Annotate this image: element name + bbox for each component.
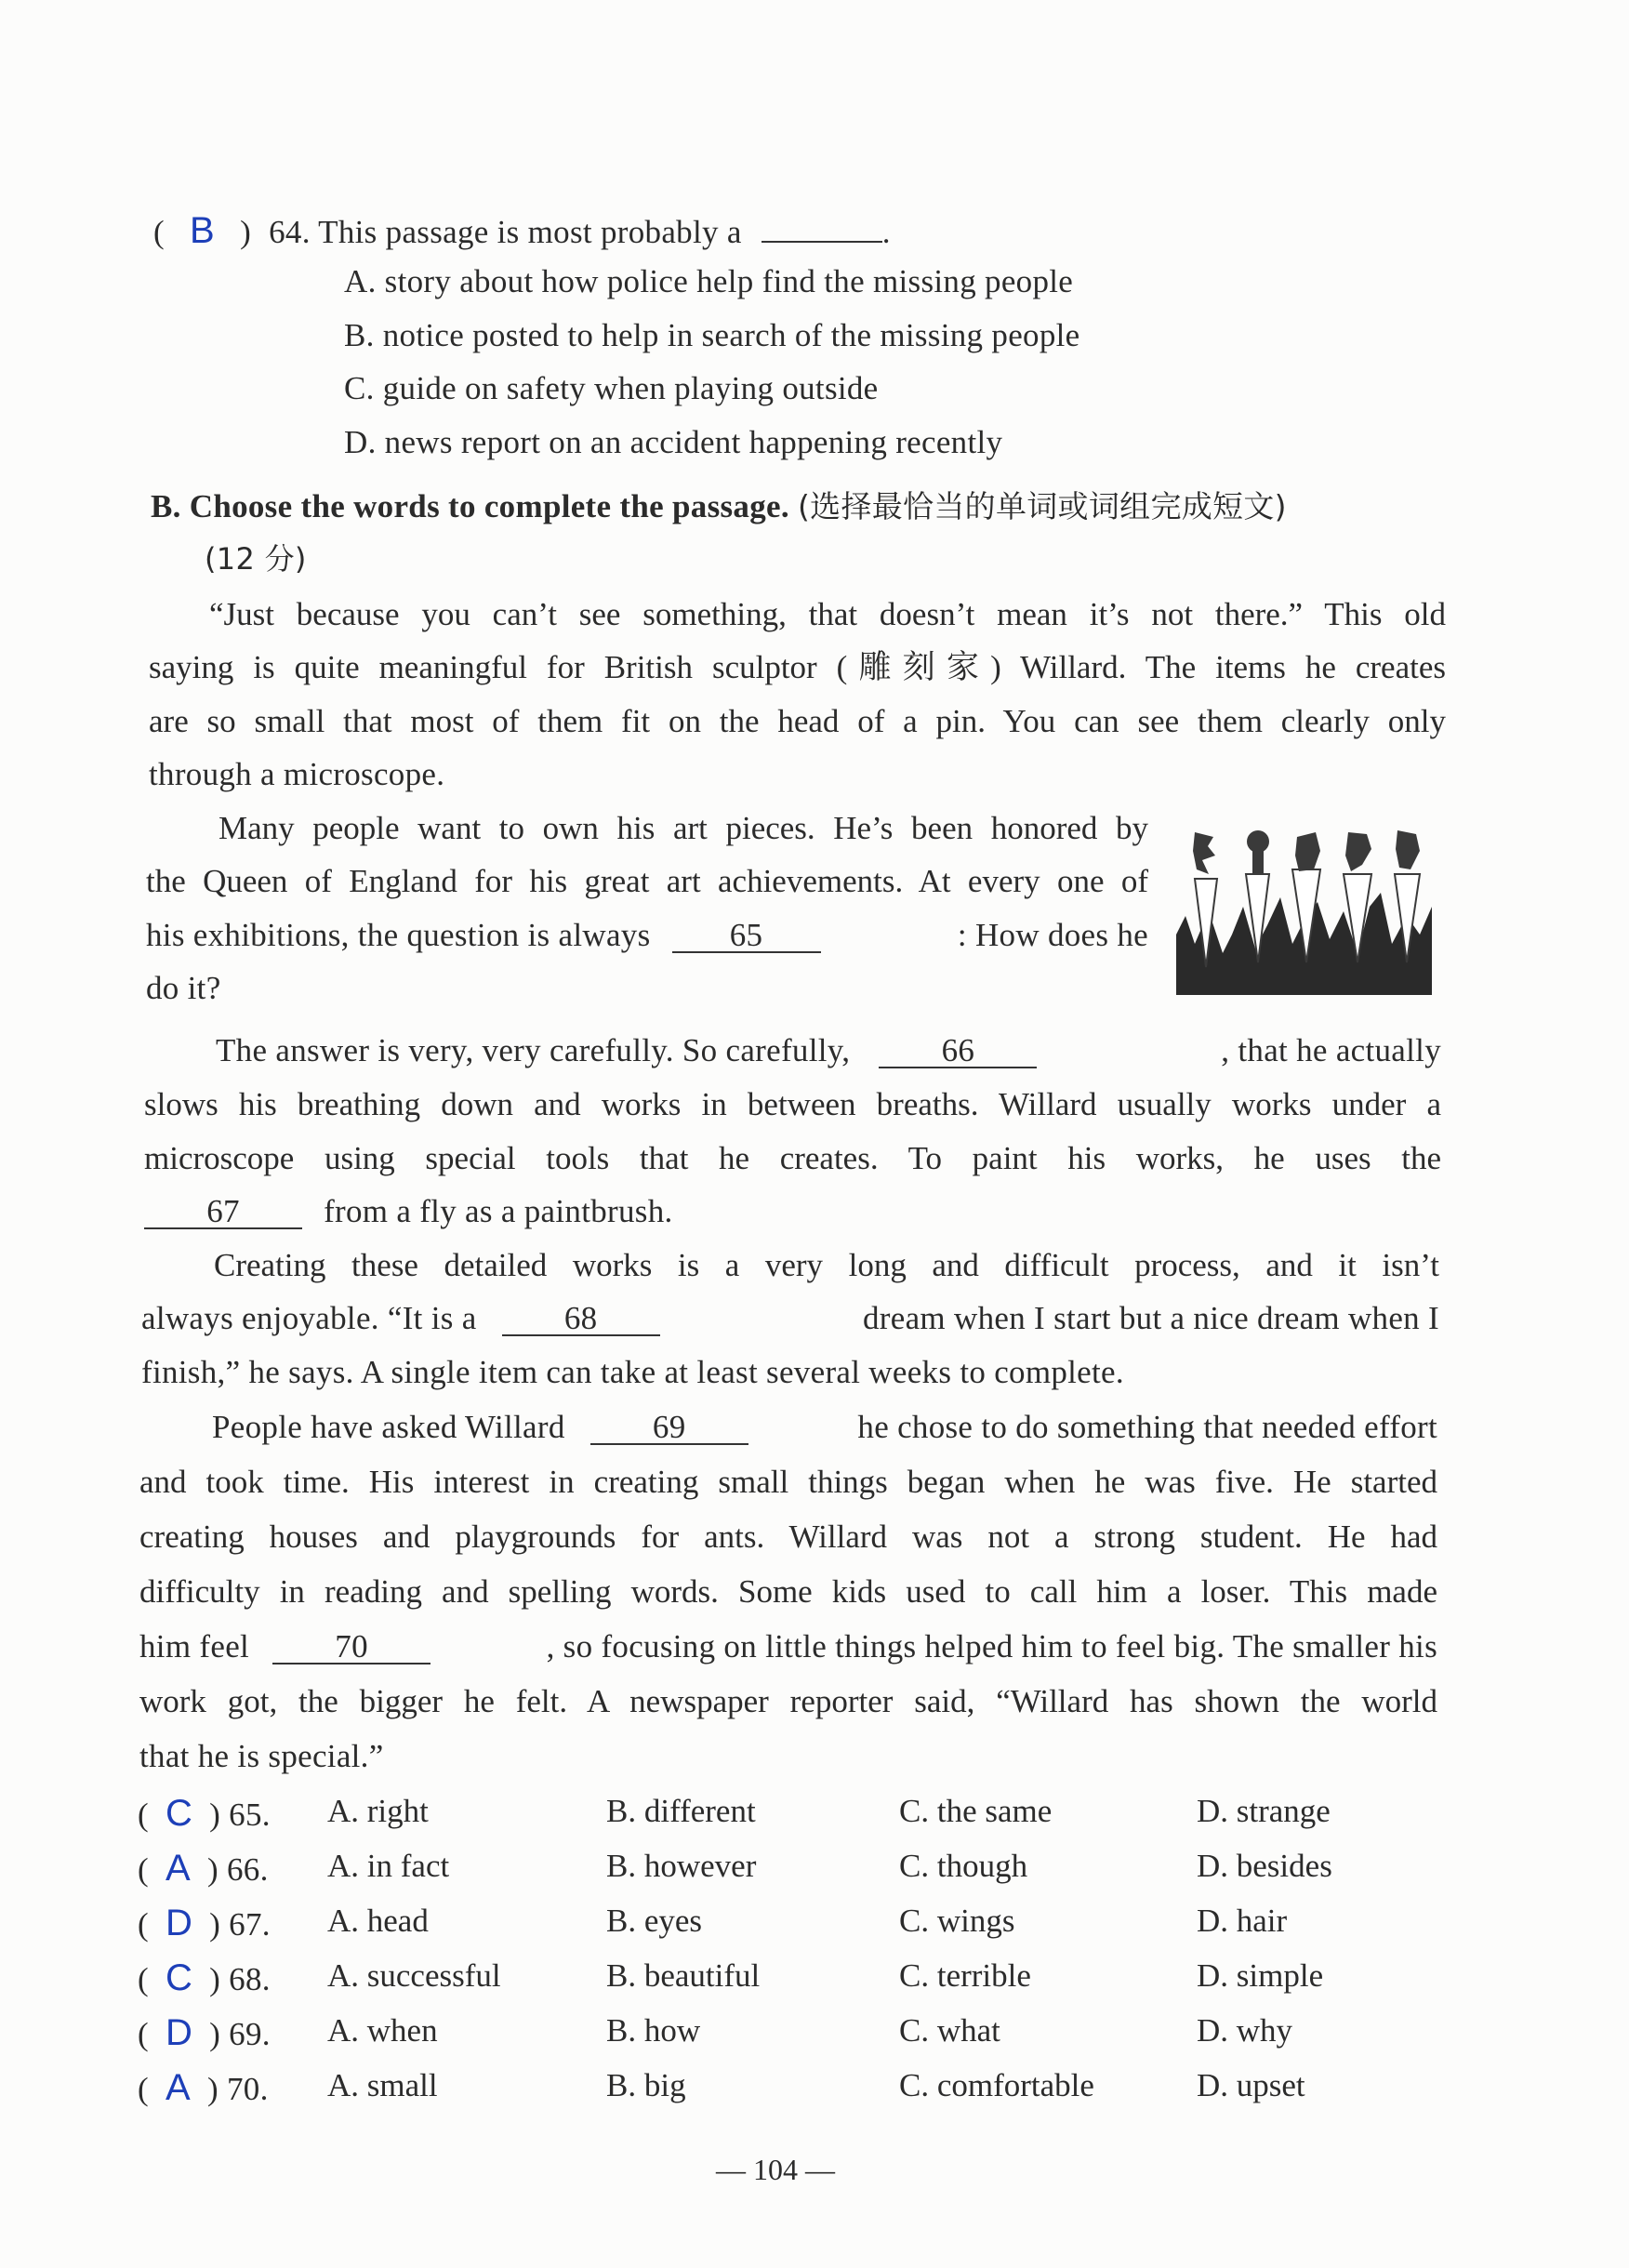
blank-69: 69 [590, 1411, 748, 1445]
p5-line-7: that he is special.” [139, 1738, 384, 1774]
p4-line-3: finish,” he says. A single item can take at least several weeks to complete. [141, 1354, 1124, 1390]
p1-line-3: are so small that most of them fit on the head of a pin. You can see them clearly only [149, 703, 1446, 739]
blank-68: 68 [502, 1302, 660, 1336]
option-70-c: C. comfortable [899, 2067, 1094, 2103]
option-67-a: A. head [327, 1903, 429, 1939]
p3-line-4 [144, 1195, 673, 1229]
option-66-d: D. besides [1197, 1848, 1332, 1884]
option-69-c: C. what [899, 2012, 1000, 2049]
option-65-d: D. strange [1197, 1793, 1331, 1829]
question-64-stem: 64. This passage is most probably a [269, 214, 742, 250]
p2-line-1: Many people want to own his art pieces. He’s been honored by [219, 810, 1148, 846]
option-68-d: D. simple [1197, 1957, 1324, 1994]
p5-line-3: creating houses and playgrounds for ants. Willard was not a strong student. He had [139, 1519, 1437, 1555]
question-64 [153, 212, 891, 249]
p5-text-c: him feel [139, 1628, 250, 1665]
paren-close: ) [240, 214, 252, 250]
blank-65: 65 [672, 919, 821, 953]
question-68-stem: ( C ) 68. [138, 1957, 271, 1998]
p5-line-2: and took time. His interest in creating small things began when he was five. He started [139, 1464, 1437, 1500]
question-67-number: 67. [229, 1906, 271, 1943]
p2-text-b: : How does he [957, 917, 1148, 953]
p2-text-a: his exhibitions, the question is always [146, 917, 651, 953]
question-67-stem: ( D ) 67. [138, 1903, 271, 1943]
blank-70: 70 [272, 1630, 430, 1665]
option-65-a: A. right [327, 1793, 429, 1829]
p5-line-1 [212, 1411, 1437, 1445]
p5-line-6: work got, the bigger he felt. A newspaper reporter said, “Willard has shown the world [139, 1683, 1437, 1719]
p4-text-a: always enjoyable. “It is a [141, 1300, 477, 1336]
answer-65: C [165, 1793, 193, 1834]
p3-text-c: from a fly as a paintbrush. [324, 1193, 673, 1229]
question-69-stem: ( D ) 69. [138, 2012, 271, 2053]
answer-67: D [165, 1903, 193, 1943]
p5-line-4: difficulty in reading and spelling words. Some kids used to call him a loser. This made [139, 1573, 1437, 1610]
option-64-b: B. notice posted to help in search of the missing people [344, 317, 1080, 353]
micro-sculpture-illustration [1176, 823, 1432, 995]
p3-line-2: slows his breathing down and works in between breaths. Willard usually works under a [144, 1086, 1441, 1122]
p1-line-1: “Just because you can’t see something, that doesn’t mean it’s not there.” This old [209, 596, 1446, 632]
question-66-number: 66. [226, 1851, 269, 1888]
question-70-stem: ( A ) 70. [138, 2067, 269, 2108]
paren-open: ( [153, 214, 165, 250]
option-69-d: D. why [1197, 2012, 1293, 2049]
option-68-b: B. beautiful [606, 1957, 761, 1994]
p3-line-3: microscope using special tools that he creates. To paint his works, he uses the [144, 1140, 1441, 1176]
blank-64 [762, 241, 882, 243]
question-68-number: 68. [229, 1961, 271, 1997]
option-66-c: C. though [899, 1848, 1028, 1884]
option-65-c: C. the same [899, 1793, 1053, 1829]
option-66-a: A. in fact [327, 1848, 450, 1884]
p4-line-2 [141, 1302, 1439, 1336]
section-b-heading [151, 490, 1287, 523]
p3-text-b: , that he actually [1221, 1032, 1441, 1068]
question-64-end: . [881, 214, 891, 250]
option-66-b: B. however [606, 1848, 757, 1884]
section-b-title: B. Choose the words to complete the passage. [151, 488, 789, 524]
option-65-b: B. different [606, 1793, 756, 1829]
p4-line-1: Creating these detailed works is a very long and difficult process, and it isn’t [214, 1247, 1439, 1283]
answer-68: C [165, 1957, 193, 1998]
option-70-a: A. small [327, 2067, 438, 2103]
question-65-number: 65. [229, 1797, 271, 1833]
p2-line-3 [146, 919, 1148, 953]
question-66-stem: ( A ) 66. [138, 1848, 269, 1889]
option-67-b: B. eyes [606, 1903, 703, 1939]
p4-text-b: dream when I start but a nice dream when I [863, 1300, 1439, 1336]
option-67-c: C. wings [899, 1903, 1015, 1939]
option-64-d: D. news report on an accident happening recently [344, 424, 1003, 460]
p1-line-4: through a microscope. [149, 756, 445, 792]
p2-line-4: do it? [146, 970, 221, 1006]
section-b-title-cn: (选择最恰当的单词或词组完成短文) [797, 488, 1287, 524]
page-number: — 104 — [716, 2153, 835, 2186]
question-70-number: 70. [226, 2071, 269, 2107]
option-68-c: C. terrible [899, 1957, 1031, 1994]
option-64-c: C. guide on safety when playing outside [344, 370, 879, 406]
blank-66: 66 [879, 1034, 1037, 1068]
option-68-a: A. successful [327, 1957, 501, 1994]
answer-69: D [165, 2012, 193, 2053]
p3-text-a: The answer is very, very carefully. So carefully, [216, 1032, 851, 1068]
answer-66: A [165, 1848, 191, 1889]
blank-67: 67 [144, 1195, 302, 1229]
question-65-stem: ( C ) 65. [138, 1793, 271, 1834]
p5-text-d: , so focusing on little things helped him to feel big. The smaller his [546, 1628, 1437, 1665]
answer-64: B [190, 210, 216, 251]
option-70-d: D. upset [1197, 2067, 1305, 2103]
p5-line-5 [139, 1630, 1437, 1665]
p1-line-2: saying is quite meaningful for British sculptor (雕刻家) Willard. The items he creates [149, 649, 1446, 685]
option-64-a: A. story about how police help find the missing people [344, 263, 1074, 299]
section-b-points: (12 分) [205, 541, 307, 577]
p3-line-1 [216, 1034, 1441, 1068]
option-67-d: D. hair [1197, 1903, 1288, 1939]
p5-text-b: he chose to do something that needed effort [857, 1409, 1437, 1445]
option-69-a: A. when [327, 2012, 438, 2049]
p2-line-2: the Queen of England for his great art achievements. At every one of [146, 863, 1148, 899]
question-69-number: 69. [229, 2016, 271, 2052]
p5-text-a: People have asked Willard [212, 1409, 565, 1445]
option-69-b: B. how [606, 2012, 701, 2049]
answer-70: A [165, 2067, 191, 2108]
option-70-b: B. big [606, 2067, 686, 2103]
